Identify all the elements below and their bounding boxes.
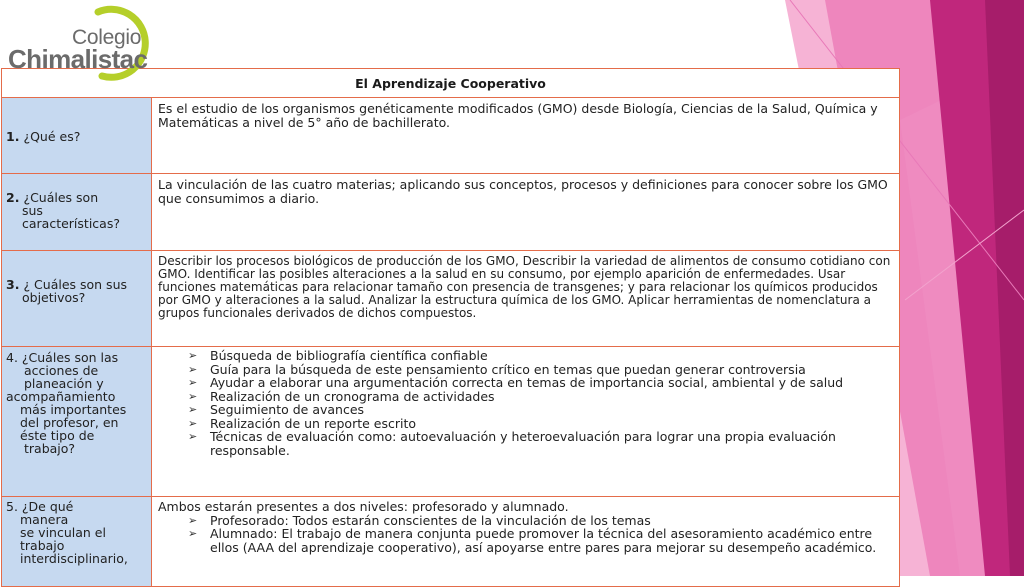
list-item: ➢ Guía para la búsqueda de este pensamiento crítico en temas que puedan generar controversia [210,363,893,377]
bullet-list [158,514,893,555]
question-line: 5. ¿De qué [6,499,74,514]
question-cell [2,347,152,497]
table-row [2,497,900,587]
question-cell [2,98,152,174]
bullet-list [158,349,893,457]
list-item: ➢ Seguimiento de avances [210,403,893,417]
question-line: acciones de [24,363,99,378]
list-item: ➢ Realización de un cronograma de actividades [210,390,893,404]
answer-cell [152,497,900,587]
answer-text: Describir los procesos biológicos de producción de los GMO, Describir la variedad de alimentos de consumo cotidiano con GMO. Identificar las posibles alteraciones a la salud en su consumo, por ejemplo aparición de enfermedades. Usar funciones matemáticas para relacionar tamaño con presencia de transgenes; y para relacionar los químicos producidos por GMO y alteraciones a la salud. Analizar la estructura química de los GMO. Aplicar herramientas de nomenclatura a grupos funcionales derivados de dichos compuestos. [158,254,891,320]
question-text: ¿Qué es? [23,129,81,144]
answer-cell [152,174,900,251]
school-logo [6,4,166,88]
list-item: ➢ Búsqueda de bibliografía científica confiable [210,349,893,363]
answer-intro: Ambos estarán presentes a dos niveles: profesorado y alumnado. [158,499,569,514]
question-number: 2. [6,190,20,205]
question-number: 3. [6,277,20,292]
list-item: ➢ Alumnado: El trabajo de manera conjunta puede promover la técnica del asesoramiento académico entre ellos (AAA del aprendizaje cooperativo), así apoyarse entre pares para mejorar su desempeño académico. [210,527,893,554]
answer-cell [152,347,900,497]
question-line: más importantes [20,402,127,417]
question-line: éste tipo de [20,428,95,443]
question-line: interdisciplinario, [20,551,128,566]
list-item: ➢ Realización de un reporte escrito [210,417,893,431]
question-line: 4. ¿Cuáles son las [6,350,119,365]
logo-line-1: Colegio [72,26,142,49]
list-item: ➢ Ayudar a elaborar una argumentación correcta en temas de importancia social, ambiental y de salud [210,376,893,390]
table-row [2,347,900,497]
answer-text: La vinculación de las cuatro materias; aplicando sus conceptos, procesos y definiciones para conocer sobre los GMO que consumimos a diario. [158,177,888,206]
question-cell [2,497,152,587]
question-cell [2,174,152,251]
question-line: se vinculan el [20,525,106,540]
table-title: El Aprendizaje Cooperativo [2,69,900,98]
cooperative-learning-table [1,68,900,587]
table-row [2,251,900,347]
question-line: planeación y [24,376,104,391]
question-line: del profesor, en [20,415,119,430]
question-line: ¿ Cuáles son sus [23,277,128,292]
question-line: características? [22,216,120,231]
question-line: sus [22,203,43,218]
table-row [2,174,900,251]
question-cell [2,251,152,347]
question-line: acompañamiento [6,389,116,404]
question-line: ¿Cuáles son [23,190,99,205]
list-item: ➢ Técnicas de evaluación como: autoevaluación y heteroevaluación para lograr una propia evaluación responsable. [210,430,893,457]
answer-text: Es el estudio de los organismos genéticamente modificados (GMO) desde Biología, Ciencias de la Salud, Química y Matemáticas a nivel de 5° año de bachillerato. [158,101,878,130]
question-number: 1. [6,129,20,144]
answer-cell [152,251,900,347]
question-line: objetivos? [22,290,86,305]
table-row [2,98,900,174]
list-item: ➢ Profesorado: Todos estarán conscientes de la vinculación de los temas [210,514,893,528]
logo-line-2: Chimalistac [8,44,148,74]
question-line: trabajo? [24,441,76,456]
question-line: manera [20,512,69,527]
answer-cell [152,98,900,174]
question-line: trabajo [20,538,65,553]
